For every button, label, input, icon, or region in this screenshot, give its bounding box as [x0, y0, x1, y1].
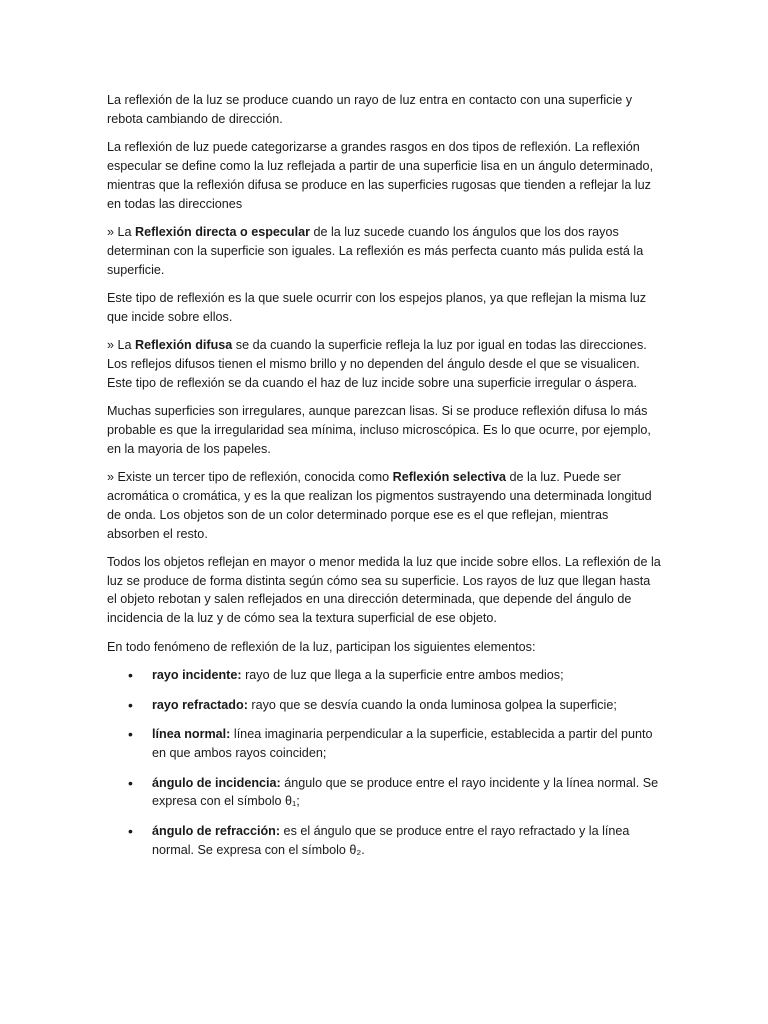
paragraph-suffix: de la luz. Puede ser acromática o cromática, y es la que realizan los pigmentos sustrayendo una determinada longitud de onda. Los objetos son de un color determinado porque ese es el que reflejan, mientras absorben el resto.: [107, 470, 652, 541]
list-item-term: rayo refractado:: [152, 697, 248, 712]
paragraph-selective: [107, 468, 663, 543]
list-item: [107, 774, 663, 812]
list-item-term: rayo incidente:: [152, 668, 242, 683]
list-item: [107, 822, 663, 860]
paragraph-categories: La reflexión de luz puede categorizarse a grandes rasgos en dos tipos de reflexión. La reflexión especular se define como la luz reflejada a partir de una superficie lisa en un ángulo determinado, mientras que la reflexión difusa se produce en las superficies rugosas que tienden a reflejar la luz en todas las direcciones: [107, 140, 654, 211]
document-body: [107, 91, 663, 870]
list-item: [107, 725, 663, 763]
paragraph-prefix: » La: [107, 224, 136, 239]
elements-list: [107, 666, 663, 860]
term-diffuse: Reflexión difusa: [135, 338, 233, 353]
paragraph-elements-intro: En todo fenómeno de reflexión de la luz, participan los siguientes elementos:: [107, 639, 536, 654]
paragraph-specular: [107, 223, 663, 279]
bullet-icon: •: [128, 774, 133, 791]
paragraph-suffix: se da cuando la superficie refleja la luz por igual en todas las direcciones. Los reflejos difusos tienen el mismo brillo y no dependen del ángulo desde el que se visualicen. Este tipo de reflexión se da cuando el haz de luz incide sobre una superficie irregular o áspera.: [107, 338, 647, 390]
paragraph-mirrors: Este tipo de reflexión es la que suele ocurrir con los espejos planos, ya que reflejan la misma luz que incide sobre ellos.: [107, 290, 647, 324]
list-item: [107, 666, 663, 685]
bullet-icon: •: [128, 823, 133, 840]
bullet-icon: •: [128, 726, 133, 743]
paragraph-prefix: » Existe un tercer tipo de reflexión, conocida como: [107, 470, 393, 485]
bullet-icon: •: [128, 667, 133, 684]
list-item-term: línea normal:: [152, 727, 231, 742]
paragraph-irregular: Muchas superficies son irregulares, aunque parezcan lisas. Si se produce reflexión difusa lo más probable es que la irregularidad sea mínima, incluso microscópica. Es lo que ocurre, por ejemplo, en la mayoria de los papeles.: [107, 404, 651, 456]
list-item-text: es el ángulo que se produce entre el rayo refractado y la línea normal. Se expresa con el símbolo θ₂.: [152, 824, 630, 857]
list-item: [107, 696, 663, 715]
list-item-text: ángulo que se produce entre el rayo incidente y la línea normal. Se expresa con el símbolo θ₁;: [152, 775, 659, 809]
list-item-term: ángulo de refracción:: [152, 824, 281, 839]
list-item-text: rayo de luz que llega a la superficie entre ambos medios;: [241, 668, 564, 683]
list-item-text: rayo que se desvía cuando la onda luminosa golpea la superficie;: [247, 697, 617, 712]
term-specular: Reflexión directa o especular: [135, 224, 310, 239]
list-item-text: línea imaginaria perpendicular a la superficie, establecida a partir del punto en que ambos rayos coinciden;: [152, 727, 653, 761]
paragraph-intro: La reflexión de la luz se produce cuando un rayo de luz entra en contacto con una superficie y rebota cambiando de dirección.: [107, 93, 633, 126]
paragraph-objects: Todos los objetos reflejan en mayor o menor medida la luz que incide sobre ellos. La reflexión de la luz se produce de forma distinta según cómo sea su superficie. Los rayos de luz que llegan hasta el objeto rebotan y salen reflejados en una dirección determinada, que depende del ángulo de incidencia de la luz y de cómo sea la textura superficial de ese objeto.: [107, 554, 661, 626]
paragraph-suffix: de la luz sucede cuando los ángulos que los dos rayos determinan con la superficie son iguales. La reflexión es más perfecta cuanto más pulida está la superficie.: [107, 224, 644, 277]
term-selective: Reflexión selectiva: [392, 470, 507, 485]
bullet-icon: •: [128, 696, 133, 713]
paragraph-prefix: » La: [107, 338, 136, 353]
list-item-term: ángulo de incidencia:: [152, 775, 281, 790]
paragraph-diffuse: [107, 336, 663, 392]
